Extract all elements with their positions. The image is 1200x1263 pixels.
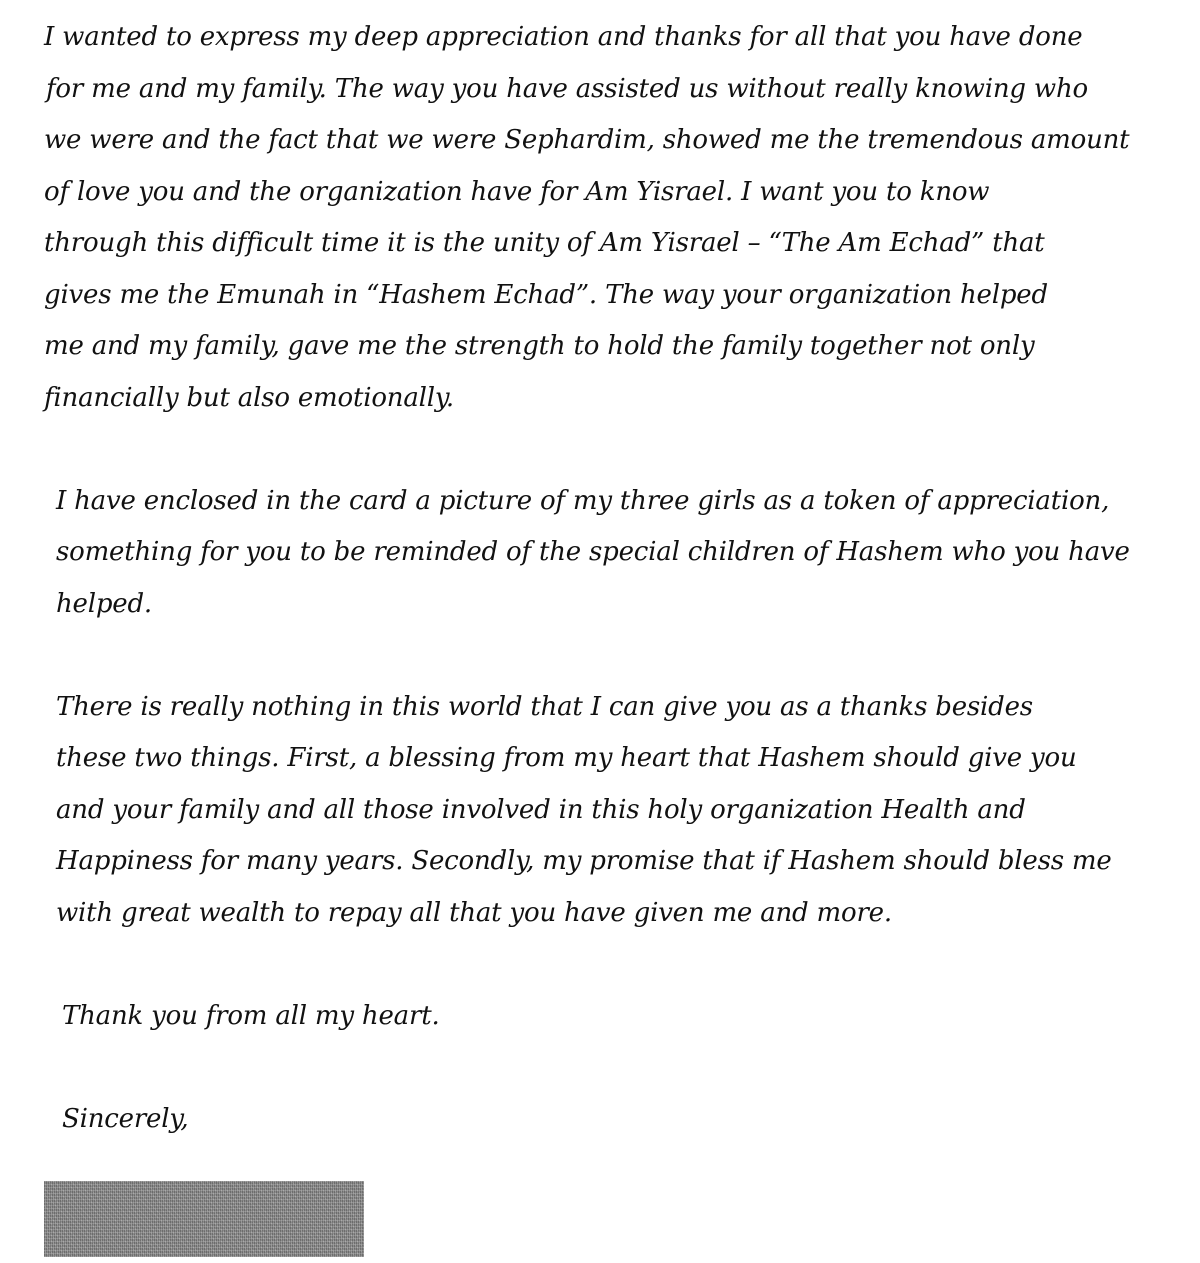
redacted-signature-block	[44, 1181, 364, 1257]
letter-line: financially but also emotionally.	[44, 382, 454, 413]
letter-line: and your family and all those involved in this holy organization Health and	[56, 794, 1026, 825]
paragraph-spacer	[44, 1042, 1170, 1094]
letter-line: Happiness for many years. Secondly, my promise that if Hashem should bless me	[56, 846, 1112, 876]
paragraph-spacer	[44, 939, 1170, 991]
closing-line: Thank you from all my heart.	[62, 1000, 440, 1031]
letter-closing	[44, 991, 1170, 1043]
letter-line: There is really nothing in this world that I can give you as a thanks besides	[56, 691, 1033, 722]
letter-line: these two things. First, a blessing from my heart that Hashem should give you	[56, 743, 1077, 773]
letter-line: I wanted to express my deep appreciation and thanks for all that you have done	[44, 22, 1083, 52]
letter-line: something for you to be reminded of the special children of Hashem who you have	[56, 537, 1130, 567]
letter-line: we were and the fact that we were Sephardim, showed me the tremendous amount	[44, 125, 1130, 155]
letter-line: helped.	[56, 588, 152, 619]
letter-paragraph-1	[44, 12, 1170, 424]
letter-line: with great wealth to repay all that you have given me and more.	[56, 897, 892, 928]
letter-paragraph-2	[44, 476, 1170, 631]
paragraph-spacer	[44, 630, 1170, 682]
letter-line: through this difficult time it is the unity of Am Yisrael – “The Am Echad” that	[44, 228, 1045, 258]
letter-signoff	[44, 1094, 1170, 1146]
letter-line: for me and my family. The way you have assisted us without really knowing who	[46, 73, 1088, 104]
paragraph-spacer	[44, 424, 1170, 476]
letter-line: gives me the Emunah in “Hashem Echad”. The way your organization helped	[44, 279, 1048, 310]
signoff-line: Sincerely,	[62, 1103, 189, 1134]
letter-line: of love you and the organization have for Am Yisrael. I want you to know	[44, 176, 990, 207]
letter-line: I have enclosed in the card a picture of my three girls as a token of appreciation,	[56, 485, 1110, 516]
letter-line: me and my family, gave me the strength to hold the family together not only	[44, 331, 1035, 361]
letter-paragraph-3	[44, 682, 1170, 940]
